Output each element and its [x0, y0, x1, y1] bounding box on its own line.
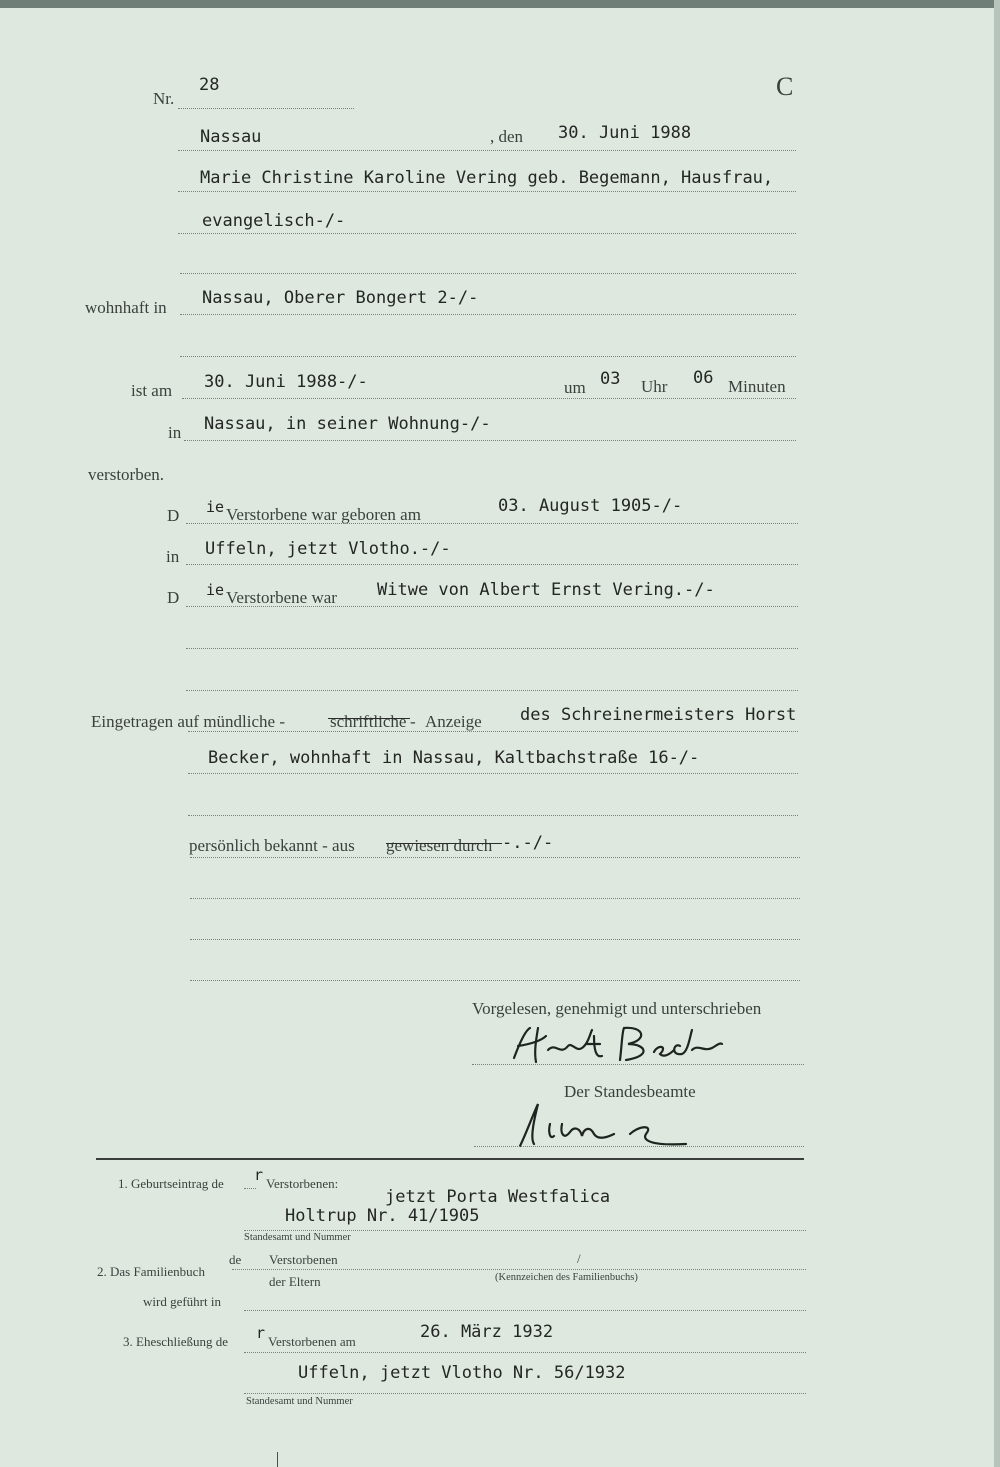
footer-item2-verstorbenen: Verstorbenen [269, 1252, 338, 1267]
report-label-dash: - [410, 712, 416, 731]
blank-line-8 [190, 980, 800, 981]
footer-item1-suffix: Verstorbenen: [266, 1176, 339, 1191]
footer-divider [96, 1158, 804, 1160]
report-line-1 [188, 731, 798, 732]
birth-d-label: D [167, 506, 180, 525]
known-struck: gewiesen durch [386, 836, 493, 855]
status-d-label: D [167, 588, 180, 607]
scan-right-edge [994, 0, 1000, 1467]
death-place: Nassau, in seiner Wohnung-/- [204, 414, 491, 434]
strike-schriftliche [328, 718, 410, 719]
footer-item1-value2: Holtrup Nr. 41/1905 [285, 1206, 480, 1226]
blank-line-6 [190, 898, 800, 899]
footer-item3-caption: Standesamt und Nummer [246, 1396, 353, 1407]
blank-line-3 [186, 648, 798, 649]
status-value: Witwe von Albert Ernst Vering.-/- [377, 580, 715, 600]
minuten-label: Minuten [728, 377, 786, 396]
footer-item3-line [244, 1352, 806, 1353]
death-date: 30. Juni 1988-/- [204, 372, 368, 392]
blank-line-4 [186, 690, 798, 691]
confirmation-text: Vorgelesen, genehmigt und unterschrieben [472, 999, 762, 1018]
place-date-line [178, 150, 796, 151]
residence-value: Nassau, Oberer Bongert 2-/- [202, 288, 479, 308]
bottom-tick [277, 1452, 278, 1467]
birth-place: Uffeln, jetzt Vlotho.-/- [205, 539, 451, 559]
footer-item2-line [232, 1269, 806, 1270]
death-place-line [184, 440, 796, 441]
footer-item3-date: 26. März 1932 [420, 1322, 554, 1342]
known-line [190, 857, 800, 858]
footer-item3-label: 3. Eheschließung de [123, 1334, 229, 1349]
report-line-2 [188, 773, 798, 774]
footer-item2-wird: wird geführt in [143, 1294, 221, 1309]
blank-line-1 [180, 273, 796, 274]
den-label: , den [490, 127, 524, 146]
footer-item3-sup: r [256, 1324, 266, 1342]
form-letter: C [776, 72, 794, 101]
registrar-label: Der Standesbeamte [564, 1082, 696, 1101]
birth-label: Verstorbene war geboren am [226, 505, 421, 524]
death-in-label: in [168, 423, 182, 442]
report-value-line2: Becker, wohnhaft in Nassau, Kaltbachstraße 16-/- [208, 748, 700, 768]
religion-value: evangelisch-/- [202, 211, 346, 231]
blank-line-5 [188, 815, 798, 816]
registrar-signature [510, 1098, 700, 1152]
footer-item1-sup: r [254, 1166, 264, 1184]
footer-item2-slash: / [577, 1251, 581, 1266]
ist-am-label: ist am [131, 381, 173, 400]
nr-label: Nr. [153, 89, 175, 108]
registrar-signature-line [474, 1146, 804, 1147]
report-value-line1: des Schreinermeisters Horst [520, 705, 797, 725]
residence-label: wohnhaft in [85, 298, 167, 317]
birth-ie-suffix: ie [206, 498, 225, 516]
footer-item1-sup-line [244, 1188, 256, 1189]
status-ie-suffix: ie [206, 581, 225, 599]
religion-line [178, 233, 796, 234]
death-hour: 03 [600, 369, 621, 389]
blank-line-2 [180, 356, 796, 357]
footer-item2-label: 2. Das Familienbuch [97, 1264, 205, 1279]
scan-top-edge [0, 0, 1000, 8]
birth-place-line [186, 564, 798, 565]
footer-item1-label: 1. Geburtseintrag de [118, 1176, 224, 1191]
uhr-label: Uhr [641, 377, 668, 396]
person-name: Marie Christine Karoline Vering geb. Begemann, Hausfrau, [200, 168, 774, 188]
um-label: um [564, 378, 586, 397]
name-line [178, 191, 796, 192]
reporter-signature [508, 1022, 728, 1068]
footer-item2-wird-line [244, 1310, 806, 1311]
footer-item1-value1: jetzt Porta Westfalica [385, 1187, 611, 1207]
known-prefix: persönlich bekannt - aus [189, 836, 355, 855]
place-value: Nassau [200, 127, 262, 147]
death-date-line [182, 398, 796, 399]
nr-value: 28 [199, 75, 220, 95]
known-suffix: -.-/- [502, 833, 554, 853]
report-label-struck: schriftliche [330, 712, 407, 731]
birth-in-label: in [166, 547, 180, 566]
footer-item3-value: Uffeln, jetzt Vlotho Nr. 56/1932 [298, 1363, 626, 1383]
footer-item1-line [244, 1230, 806, 1231]
footer-item2-de: de [229, 1252, 242, 1267]
birth-date-line [186, 523, 798, 524]
residence-line [180, 314, 796, 315]
death-minute: 06 [693, 368, 714, 388]
footer-item2-eltern: der Eltern [269, 1274, 321, 1289]
status-line [186, 606, 798, 607]
report-label-suffix: Anzeige [425, 712, 482, 731]
footer-item3-value-line [244, 1393, 806, 1394]
strike-gewiesen-durch [386, 843, 502, 844]
footer-item1-caption: Standesamt und Nummer [244, 1232, 351, 1243]
footer-item2-caption: (Kennzeichen des Familienbuchs) [495, 1272, 638, 1283]
blank-line-7 [190, 939, 800, 940]
status-label: Verstorbene war [226, 588, 337, 607]
birth-date: 03. August 1905-/- [498, 496, 683, 516]
reporter-signature-line [472, 1064, 804, 1065]
date-value: 30. Juni 1988 [558, 123, 692, 143]
nr-line [178, 108, 354, 109]
verstorben-label: verstorben. [88, 465, 165, 484]
report-label-prefix: Eingetragen auf mündliche - [91, 712, 286, 731]
footer-item3-suffix: Verstorbenen am [268, 1334, 356, 1349]
